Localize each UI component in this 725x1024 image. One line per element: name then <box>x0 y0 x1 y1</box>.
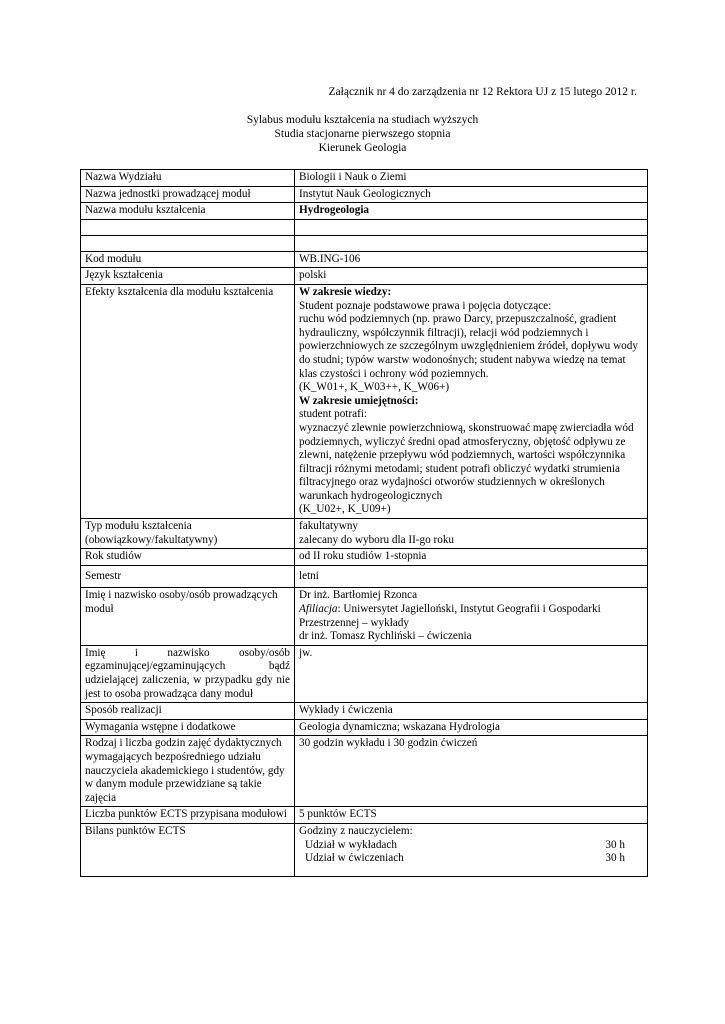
ects-label: Liczba punktów ECTS przypisana modułowi <box>81 807 295 824</box>
year-value: od II roku studiów 1-stopnia <box>295 549 648 566</box>
row-module <box>81 203 648 220</box>
skills-heading: W zakresie umiejętności: <box>299 394 419 407</box>
hours-value: 30 godzin wykładu i 30 godzin ćwiczeń <box>295 736 648 807</box>
row-type <box>81 519 648 549</box>
row-code <box>81 251 648 268</box>
row-faculty <box>81 170 648 187</box>
row-unit <box>81 186 648 203</box>
skills-intro: student potrafi: <box>299 408 368 421</box>
row-examiner <box>81 645 648 702</box>
skills-text: wyznaczyć zlewnie powierzchniową, skonstruować mapę zwierciadła wód podziemnych, wyliczyć średni opad atmosferyczny, objętość odpływu ze zlewni, natężenie przepływu wód podziemnych, wartości współczynnika filtracji różnymi metodami; student potrafi obliczyć wydatki strumienia filtracyjnego oraz wydajności otworów studziennych w określonych warunkach hydrogeologicznych <box>299 421 634 502</box>
balance-item-hours: 30 h <box>605 852 625 865</box>
balance-item-hours: 30 h <box>605 838 625 851</box>
method-value: Wykłady i ćwiczenia <box>295 703 648 720</box>
outcomes-value <box>295 284 648 518</box>
balance-item <box>299 839 643 853</box>
code-value: WB.ING-106 <box>295 251 648 268</box>
document-header <box>0 113 725 155</box>
balance-item-name: Udział w ćwiczeniach <box>305 852 404 865</box>
empty-cell <box>81 235 295 251</box>
row-method <box>81 703 648 720</box>
balance-heading: Godziny z nauczycielem: <box>299 824 413 837</box>
ects-value: 5 punktów ECTS <box>295 807 648 824</box>
lecturer-affiliation <box>299 603 643 630</box>
unit-label: Nazwa jednostki prowadzącej moduł <box>81 186 295 203</box>
semester-label: Semestr <box>81 565 295 588</box>
faculty-value: Biologii i Nauk o Ziemi <box>295 170 648 187</box>
unit-value: Instytut Nauk Geologicznych <box>295 186 648 203</box>
balance-item-name: Udział w wykładach <box>305 838 397 851</box>
row-ects <box>81 807 648 824</box>
faculty-label: Nazwa Wydziału <box>81 170 295 187</box>
method-label: Sposób realizacji <box>81 703 295 720</box>
lecturer-1: Dr inż. Bartłomiej Rzonca <box>299 589 418 602</box>
knowledge-codes: (K_W01+, K_W03++, K_W06+) <box>299 381 450 394</box>
annex-line: Załącznik nr 4 do zarządzenia nr 12 Rektora UJ z 15 lutego 2012 r. <box>328 86 637 98</box>
row-balance <box>81 823 648 876</box>
row-language <box>81 268 648 285</box>
lecturers-label: Imię i nazwisko osoby/osób prowadzących moduł <box>81 588 295 645</box>
skills-codes: (K_U02+, K_U09+) <box>299 503 391 516</box>
module-label: Nazwa modułu kształcenia <box>81 203 295 220</box>
language-label: Język kształcenia <box>81 268 295 285</box>
row-semester <box>81 565 648 588</box>
row-lecturers <box>81 588 648 645</box>
type-label: Typ modułu kształcenia (obowiązkowy/fakultatywny) <box>81 519 295 549</box>
outcomes-label: Efekty kształcenia dla modułu kształcenia <box>81 284 295 518</box>
prereq-label: Wymagania wstępne i dodatkowe <box>81 719 295 736</box>
balance-item <box>299 852 643 866</box>
row-year <box>81 549 648 566</box>
knowledge-intro: Student poznaje podstawowe prawa i pojęcia dotyczące: <box>299 299 552 312</box>
row-hours <box>81 736 648 807</box>
empty-cell <box>81 219 295 235</box>
empty-cell <box>295 235 648 251</box>
knowledge-heading: W zakresie wiedzy: <box>299 285 392 298</box>
lecturer-2: dr inż. Tomasz Rychliński – ćwiczenia <box>299 630 472 643</box>
examiner-value: jw. <box>295 645 648 702</box>
type-value <box>295 519 648 549</box>
row-empty-2 <box>81 235 648 251</box>
header-line-3: Kierunek Geologia <box>318 142 407 154</box>
module-value: Hydrogeologia <box>295 203 648 220</box>
header-line-2: Studia stacjonarne pierwszego stopnia <box>274 128 451 140</box>
semester-value: letni <box>295 565 648 588</box>
row-outcomes <box>81 284 648 518</box>
syllabus-table <box>80 169 648 877</box>
lecturers-value <box>295 588 648 645</box>
prereq-value: Geologia dynamiczna; wskazana Hydrologia <box>295 719 648 736</box>
language-value: polski <box>295 268 648 285</box>
year-label: Rok studiów <box>81 549 295 566</box>
type-value-1: fakultatywny <box>299 520 359 533</box>
row-prereq <box>81 719 648 736</box>
balance-value <box>295 823 648 876</box>
affiliation-label: Afiliacja <box>299 603 338 616</box>
hours-label: Rodzaj i liczba godzin zajęć dydaktycznych wymagających bezpośredniego udziału nauczyciela akademickiego i studentów, gdy w danym module przewidziane są takie zajęcia <box>81 736 295 807</box>
header-line-1: Sylabus modułu kształcenia na studiach wyższych <box>246 114 479 126</box>
examiner-label: Imię i nazwisko osoby/osób egzaminującej/egzaminujących bądź udzielającej zaliczenia, w przypadku gdy nie jest to osoba prowadząca dany moduł <box>81 645 295 702</box>
type-value-2: zalecany do wyboru dla II-go roku <box>299 533 455 546</box>
knowledge-text: ruchu wód podziemnych (np. prawo Darcy, przepuszczalność, gradient hydrauliczny, współczynnik filtracji), relacji wód podziemnych i powierzchniowych ze szczególnym uwzględnieniem źródeł, dopływu wody do studni; typów warstw wodonośnych; student nabywa wiedzę na temat klas czystości i ochrony wód poziemnych. <box>299 313 638 380</box>
affiliation-text: : Uniwersytet Jagielloński, Instytut Geografii i Gospodarki Przestrzennej – wykłady <box>299 603 601 629</box>
code-label: Kod modułu <box>81 251 295 268</box>
empty-cell <box>295 219 648 235</box>
balance-label: Bilans punktów ECTS <box>81 823 295 876</box>
row-empty-1 <box>81 219 648 235</box>
